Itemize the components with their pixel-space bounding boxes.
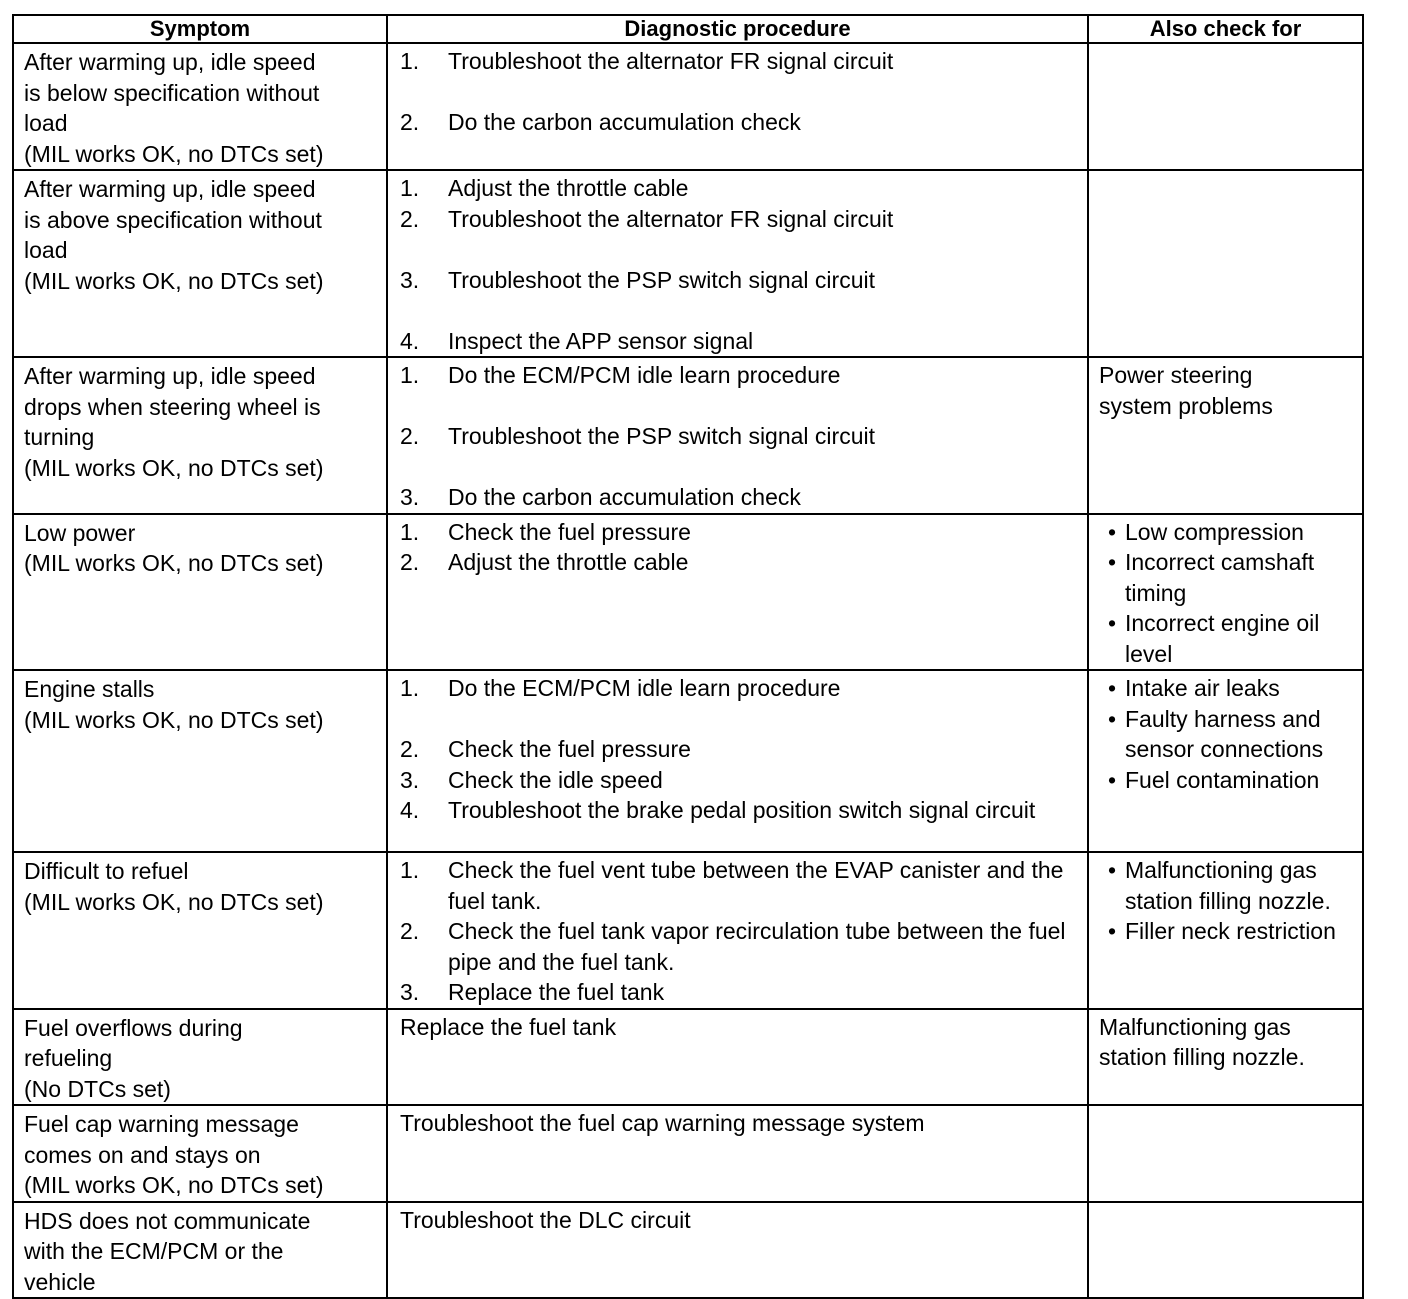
procedure-step: 1. Adjust the throttle cable [400,175,689,201]
procedure-step: 2. Check the fuel tank vapor recirculation tube between the fuel pipe and the fuel tank. [400,918,1066,975]
symptom-cell: After warming up, idle speed is below specification without load (MIL works OK, no DTCs set) [13,43,387,170]
procedure-step: 4. Troubleshoot the brake pedal position switch signal circuit [400,797,1036,823]
list-item: • Filler neck restriction [1107,918,1336,944]
symptom-cell: Engine stalls (MIL works OK, no DTCs set) [13,670,387,852]
also-check-cell [1088,1202,1363,1299]
procedure-cell [387,170,1088,357]
procedure-cell [387,514,1088,671]
also-check-list [1099,855,1356,947]
procedure-step: 1. Do the ECM/PCM idle learn procedure [400,675,841,701]
procedure-step: 3. Check the idle speed [400,766,663,793]
procedure-step: 2. Check the fuel pressure [400,736,691,762]
procedure-step: 3. Troubleshoot the PSP switch signal circuit [400,266,875,293]
symptom-cell: Difficult to refuel (MIL works OK, no DTCs set) [13,852,387,1009]
also-check-cell [1088,170,1363,357]
symptom-cell: Fuel cap warning message comes on and stays on (MIL works OK, no DTCs set) [13,1105,387,1202]
header-symptom: Symptom [13,15,387,43]
table-row [13,1105,1363,1202]
procedure-step: 3. Do the carbon accumulation check [400,484,801,510]
list-item: • Incorrect camshaft timing [1107,549,1315,606]
procedure-cell: Replace the fuel tank [387,1009,1088,1106]
header-diagnostic-procedure: Diagnostic procedure [387,15,1088,43]
procedure-step: 3. Replace the fuel tank [400,979,665,1005]
table-row [13,1202,1363,1299]
table-row [13,514,1363,671]
also-check-cell: Malfunctioning gas station filling nozzle. [1088,1009,1363,1106]
procedure-cell [387,852,1088,1009]
procedure-step: 2. Troubleshoot the PSP switch signal circuit [400,423,875,449]
table-row [13,170,1363,357]
table-row [13,357,1363,514]
list-item: • Malfunctioning gas station filling nozzle. [1107,857,1331,914]
procedure-step: 1. Do the ECM/PCM idle learn procedure [400,362,841,388]
procedure-step: 1. Troubleshoot the alternator FR signal circuit [400,48,894,74]
also-check-cell [1088,43,1363,170]
list-item: • Low compression [1107,518,1304,545]
also-check-cell [1088,514,1363,671]
procedure-cell [387,670,1088,852]
also-check-cell [1088,1105,1363,1202]
symptom-cell: After warming up, idle speed is above specification without load (MIL works OK, no DTCs set) [13,170,387,357]
table-row [13,43,1363,170]
also-check-cell [1088,670,1363,852]
table-row [13,852,1363,1009]
also-check-list [1099,517,1356,670]
also-check-cell [1088,852,1363,1009]
symptom-cell: Fuel overflows during refueling (No DTCs set) [13,1009,387,1106]
procedure-cell [387,43,1088,170]
procedure-step: 1. Check the fuel pressure [400,518,691,545]
list-item: • Incorrect engine oil level [1107,610,1320,667]
symptom-cell: Low power (MIL works OK, no DTCs set) [13,514,387,671]
header-row [13,15,1363,43]
procedure-step: 2. Adjust the throttle cable [400,549,689,575]
table-row [13,1009,1363,1106]
symptom-cell: HDS does not communicate with the ECM/PCM or the vehicle [13,1202,387,1299]
procedure-step: 2. Do the carbon accumulation check [400,109,801,135]
list-item: • Intake air leaks [1107,675,1280,701]
table-row [13,670,1363,852]
list-item: • Faulty harness and sensor connections [1107,705,1324,762]
procedure-step: 1. Check the fuel vent tube between the EVAP canister and the fuel tank. [400,857,1064,914]
header-also-check-for: Also check for [1088,15,1363,43]
also-check-cell: Power steering system problems [1088,357,1363,514]
procedure-step: 4. Inspect the APP sensor signal [400,327,754,354]
also-check-list [1099,673,1356,795]
procedure-step: 2. Troubleshoot the alternator FR signal circuit [400,205,894,232]
procedure-cell: Troubleshoot the fuel cap warning message system [387,1105,1088,1202]
procedure-cell: Troubleshoot the DLC circuit [387,1202,1088,1299]
list-item: • Fuel contamination [1107,766,1320,793]
symptom-cell: After warming up, idle speed drops when steering wheel is turning (MIL works OK, no DTCs set) [13,357,387,514]
symptom-troubleshooting-table [12,14,1364,1299]
procedure-cell [387,357,1088,514]
